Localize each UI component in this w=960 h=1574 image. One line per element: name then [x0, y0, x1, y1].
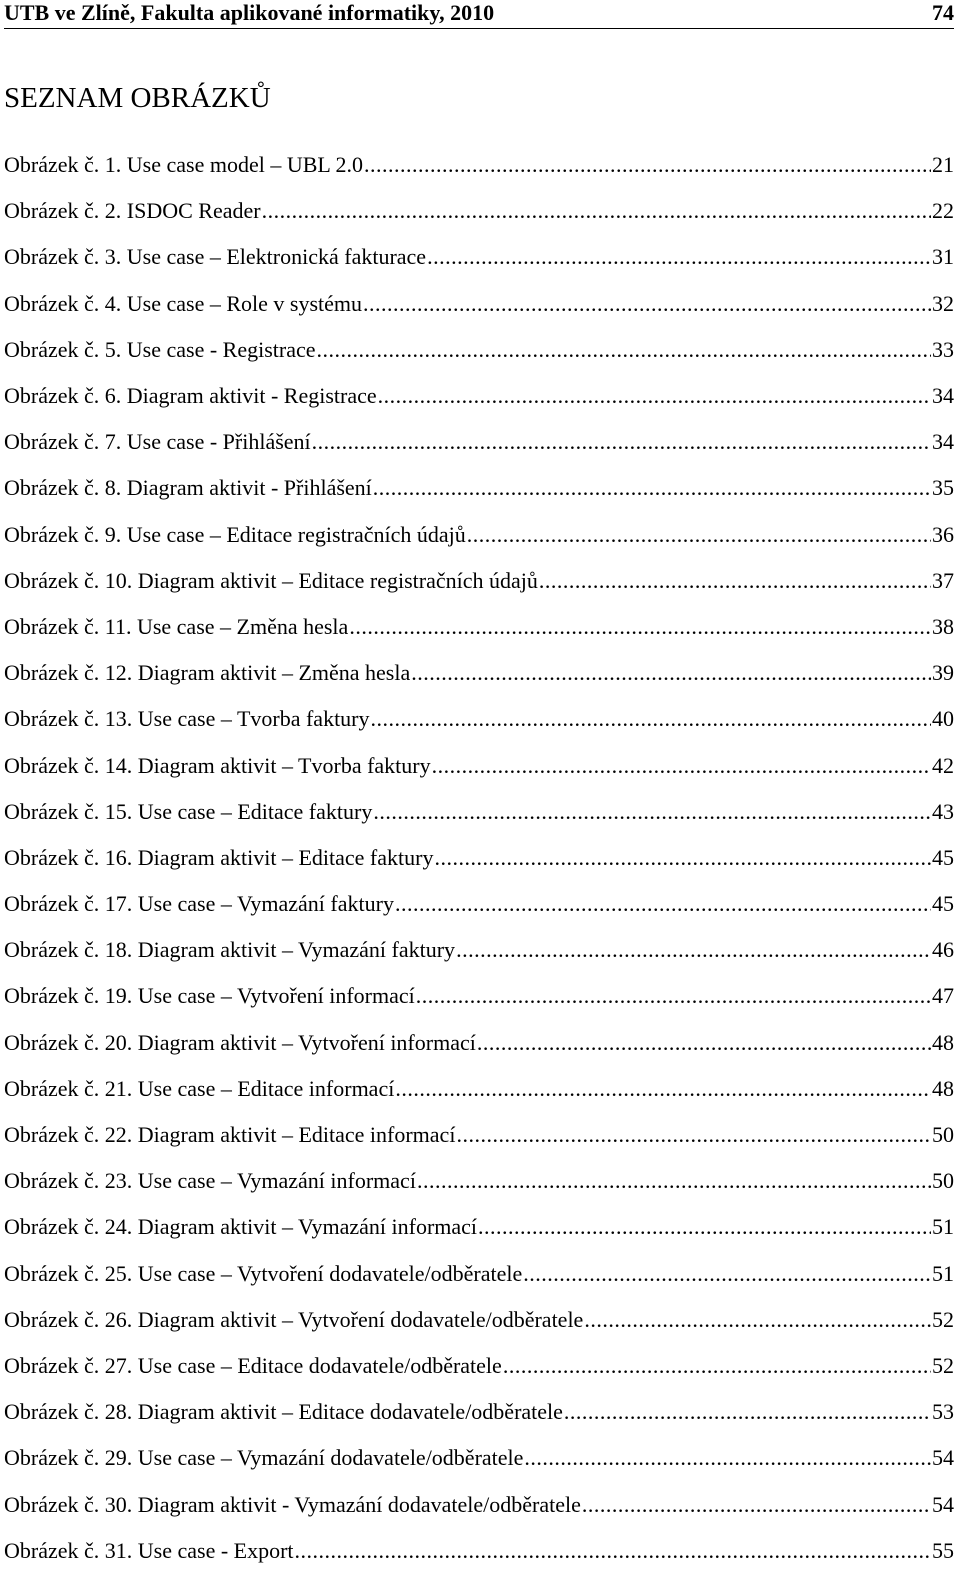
figure-page-number: 42 — [932, 752, 954, 778]
figure-caption: Obrázek č. 16. Diagram aktivit – Editace faktury — [4, 844, 434, 870]
dot-leader — [349, 614, 931, 640]
dot-leader — [364, 152, 931, 178]
figure-caption: Obrázek č. 21. Use case – Editace informací — [4, 1075, 395, 1101]
figure-list-item[interactable] — [4, 696, 954, 742]
figure-caption: Obrázek č. 27. Use case – Editace dodavatele/odběratele — [4, 1352, 502, 1378]
figure-list-item[interactable] — [4, 973, 954, 1019]
figure-page-number: 38 — [932, 613, 954, 639]
figure-page-number: 33 — [932, 336, 954, 362]
figure-page-number: 34 — [932, 429, 954, 455]
dot-leader — [395, 1076, 931, 1102]
figure-list-item[interactable] — [4, 650, 954, 696]
figure-caption: Obrázek č. 15. Use case – Editace faktury — [4, 798, 373, 824]
dot-leader — [371, 706, 931, 732]
figure-list-item[interactable] — [4, 604, 954, 650]
dot-leader — [582, 1492, 931, 1518]
figure-page-number: 43 — [932, 798, 954, 824]
figure-caption: Obrázek č. 30. Diagram aktivit - Vymazání dodavatele/odběratele — [4, 1491, 581, 1517]
dot-leader — [478, 1214, 931, 1240]
figure-list-item[interactable] — [4, 142, 954, 188]
figure-caption: Obrázek č. 10. Diagram aktivit – Editace registračních údajů — [4, 567, 538, 593]
dot-leader — [503, 1353, 931, 1379]
figure-list-item[interactable] — [4, 742, 954, 788]
dot-leader — [539, 568, 931, 594]
figure-list-item[interactable] — [4, 927, 954, 973]
figure-caption: Obrázek č. 5. Use case - Registrace — [4, 336, 316, 362]
figure-caption: Obrázek č. 25. Use case – Vytvoření dodavatele/odběratele — [4, 1260, 523, 1286]
figure-caption: Obrázek č. 9. Use case – Editace registračních údajů — [4, 521, 466, 547]
figure-caption: Obrázek č. 4. Use case – Role v systému — [4, 290, 363, 316]
figure-caption: Obrázek č. 11. Use case – Změna hesla — [4, 613, 349, 639]
figure-caption: Obrázek č. 19. Use case – Vytvoření informací — [4, 983, 415, 1009]
dot-leader — [373, 475, 931, 501]
figure-caption: Obrázek č. 22. Diagram aktivit – Editace informací — [4, 1122, 456, 1148]
figure-caption: Obrázek č. 2. ISDOC Reader — [4, 198, 261, 224]
figure-caption: Obrázek č. 7. Use case - Přihlášení — [4, 429, 311, 455]
page-header — [4, 0, 954, 29]
dot-leader — [477, 1030, 931, 1056]
figure-list-item[interactable] — [4, 1481, 954, 1527]
dot-leader — [363, 291, 931, 317]
figure-list-item[interactable] — [4, 512, 954, 558]
dot-leader — [373, 799, 931, 825]
figure-caption: Obrázek č. 18. Diagram aktivit – Vymazání faktury — [4, 937, 456, 963]
figure-page-number: 37 — [932, 567, 954, 593]
figure-caption: Obrázek č. 1. Use case model – UBL 2.0 — [4, 152, 364, 178]
figure-list-item[interactable] — [4, 1066, 954, 1112]
figure-page-number: 36 — [932, 521, 954, 547]
figure-page-number: 31 — [932, 244, 954, 270]
dot-leader — [456, 1122, 931, 1148]
figure-list-item[interactable] — [4, 419, 954, 465]
figure-page-number: 39 — [932, 660, 954, 686]
figure-list — [4, 142, 954, 1574]
dot-leader — [456, 937, 931, 963]
figure-list-item[interactable] — [4, 1112, 954, 1158]
figure-caption: Obrázek č. 3. Use case – Elektronická fakturace — [4, 244, 427, 270]
dot-leader — [564, 1399, 931, 1425]
figure-list-item[interactable] — [4, 1020, 954, 1066]
figure-page-number: 40 — [932, 706, 954, 732]
figure-list-item[interactable] — [4, 1343, 954, 1389]
figure-caption: Obrázek č. 12. Diagram aktivit – Změna hesla — [4, 660, 411, 686]
dot-leader — [432, 753, 931, 779]
dot-leader — [427, 244, 931, 270]
dot-leader — [524, 1445, 931, 1471]
figure-list-item[interactable] — [4, 1158, 954, 1204]
figure-list-item[interactable] — [4, 1435, 954, 1481]
figure-caption: Obrázek č. 23. Use case – Vymazání informací — [4, 1168, 416, 1194]
dot-leader — [395, 891, 931, 917]
figure-list-item[interactable] — [4, 234, 954, 280]
dot-leader — [411, 660, 931, 686]
figure-caption: Obrázek č. 24. Diagram aktivit – Vymazání informací — [4, 1214, 478, 1240]
figure-page-number: 52 — [932, 1352, 954, 1378]
dot-leader — [467, 522, 931, 548]
figure-page-number: 32 — [932, 290, 954, 316]
figure-page-number: 54 — [932, 1445, 954, 1471]
figure-list-item[interactable] — [4, 281, 954, 327]
dot-leader — [312, 429, 931, 455]
figure-caption: Obrázek č. 17. Use case – Vymazání faktury — [4, 891, 394, 917]
dot-leader — [584, 1307, 931, 1333]
figure-page-number: 21 — [932, 152, 954, 178]
figure-caption: Obrázek č. 20. Diagram aktivit – Vytvoření informací — [4, 1029, 476, 1055]
figure-page-number: 54 — [932, 1491, 954, 1517]
figure-page-number: 47 — [932, 983, 954, 1009]
dot-leader — [416, 983, 931, 1009]
dot-leader — [262, 198, 931, 224]
figure-page-number: 50 — [932, 1168, 954, 1194]
figure-list-item[interactable] — [4, 881, 954, 927]
figure-caption: Obrázek č. 6. Diagram aktivit - Registrace — [4, 383, 377, 409]
figure-caption: Obrázek č. 8. Diagram aktivit - Přihlášení — [4, 475, 372, 501]
figure-page-number: 22 — [932, 198, 954, 224]
figure-page-number: 34 — [932, 383, 954, 409]
figure-page-number: 50 — [932, 1122, 954, 1148]
dot-leader — [523, 1261, 931, 1287]
dot-leader — [417, 1168, 931, 1194]
figure-caption: Obrázek č. 28. Diagram aktivit – Editace dodavatele/odběratele — [4, 1399, 563, 1425]
dot-leader — [317, 337, 931, 363]
figure-page-number: 35 — [932, 475, 954, 501]
dot-leader — [378, 383, 931, 409]
figure-list-item[interactable] — [4, 1297, 954, 1343]
figure-caption: Obrázek č. 26. Diagram aktivit – Vytvoření dodavatele/odběratele — [4, 1306, 584, 1332]
figure-page-number: 53 — [932, 1399, 954, 1425]
figure-page-number: 45 — [932, 844, 954, 870]
figure-list-item[interactable] — [4, 465, 954, 511]
figure-list-item[interactable] — [4, 327, 954, 373]
figure-page-number: 46 — [932, 937, 954, 963]
figure-caption: Obrázek č. 14. Diagram aktivit – Tvorba faktury — [4, 752, 431, 778]
figure-list-item[interactable] — [4, 789, 954, 835]
figure-caption: Obrázek č. 13. Use case – Tvorba faktury — [4, 706, 370, 732]
dot-leader — [295, 1538, 931, 1564]
figure-list-item[interactable] — [4, 835, 954, 881]
figure-caption: Obrázek č. 29. Use case – Vymazání dodavatele/odběratele — [4, 1445, 524, 1471]
figure-caption: Obrázek č. 31. Use case - Export — [4, 1537, 294, 1563]
figure-list-item[interactable] — [4, 1204, 954, 1250]
figure-page-number: 45 — [932, 891, 954, 917]
figure-page-number: 48 — [932, 1075, 954, 1101]
header-page-number: 74 — [932, 0, 954, 25]
figure-list-item[interactable] — [4, 558, 954, 604]
figure-list-item[interactable] — [4, 373, 954, 419]
dot-leader — [434, 845, 931, 871]
figure-list-item[interactable] — [4, 1251, 954, 1297]
header-title: UTB ve Zlíně, Fakulta aplikované informatiky, 2010 — [4, 0, 495, 25]
section-title: SEZNAM OBRÁZKŮ — [4, 82, 271, 114]
figure-list-item[interactable] — [4, 188, 954, 234]
figure-page-number: 48 — [932, 1029, 954, 1055]
figure-page-number: 55 — [932, 1537, 954, 1563]
figure-page-number: 51 — [932, 1214, 954, 1240]
figure-page-number: 52 — [932, 1306, 954, 1332]
figure-list-item[interactable] — [4, 1389, 954, 1435]
figure-page-number: 51 — [932, 1260, 954, 1286]
